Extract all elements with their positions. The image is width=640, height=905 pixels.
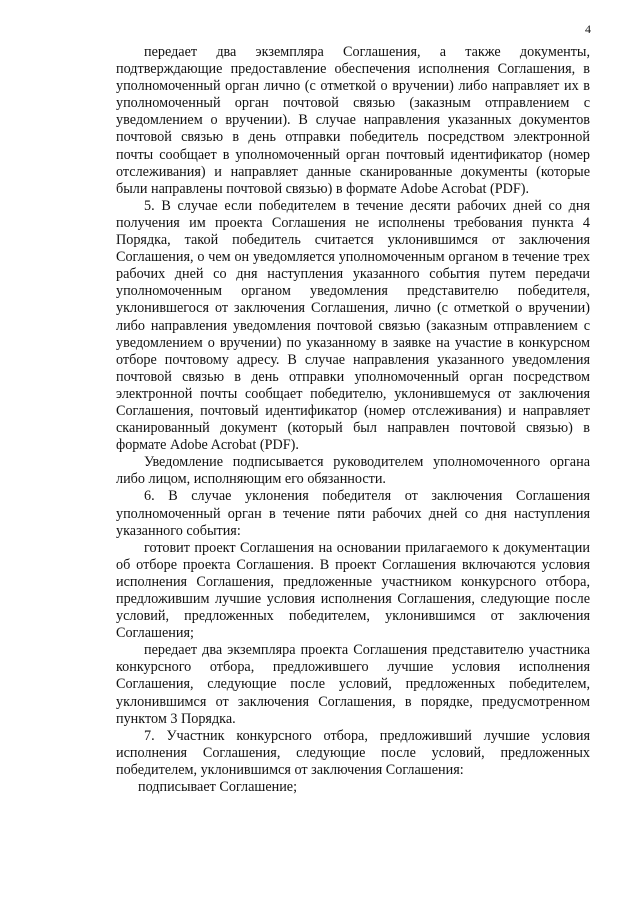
paragraph: Уведомление подписывается руководителем уполномоченного органа либо лицом, исполняющим его обязанности. xyxy=(116,454,590,488)
paragraph: 7. Участник конкурсного отбора, предложивший лучшие условия исполнения Соглашения, следующие после условий, предложенных победителем, уклонившимся от заключения Соглашения: xyxy=(116,727,590,778)
body-text xyxy=(116,44,590,796)
paragraph: передает два экземпляра проекта Соглашения представителю участника конкурсного отбора, предложившего лучшие условия исполнения Соглашения, следующие после условий, предложенных победителем, уклонившимся от заключения Соглашения, в порядке, предусмотренном пунктом 3 Порядка. xyxy=(116,642,590,727)
page-number: 4 xyxy=(585,22,591,36)
paragraph: готовит проект Соглашения на основании прилагаемого к документации об отборе проекта Соглашения. В проект Соглашения включаются условия исполнения Соглашения, предложенные участником конкурсного отбора, предложившим лучшие условия исполнения Соглашения, следующие после условий, предложенных победителем, уклонившимся от заключения Соглашения; xyxy=(116,539,590,642)
paragraph: подписывает Соглашение; xyxy=(138,779,298,796)
paragraph: передает два экземпляра Соглашения, а также документы, подтверждающие предоставление обеспечения исполнения Соглашения, в уполномоченный орган лично (с отметкой о вручении) либо направляет их в уполномоченный орган почтовой связью (заказным отправлением с уведомлением о вручении). В случае направления указанных документов почтовой связью в день отправки победитель посредством электронной почты сообщает в уполномоченный орган почтовый идентификатор (номер отслеживания) и направляет данные сканированные документы (которые были направлены почтовой связью) в формате Adobe Acrobat (PDF). xyxy=(116,44,590,197)
paragraph: 6. В случае уклонения победителя от заключения Соглашения уполномоченный орган в течение пяти рабочих дней со дня наступления указанного события: xyxy=(116,488,590,539)
paragraph: 5. В случае если победителем в течение десяти рабочих дней со дня получения им проекта Соглашения не исполнены требования пункта 4 Порядка, такой победитель считается уклонившимся от заключения Соглашения, о чем он уведомляется уполномоченным органом в течение трех рабочих дней со дня наступления указанного события путем передачи уполномоченным органом уведомления представителю победителя, уклонившегося от заключения Соглашения, лично (с отметкой о вручении) либо направления уведомления почтовой связью (заказным отправлением с уведомлением о вручении) по указанному в заявке на участие в конкурсном отборе почтовому адресу. В случае направления указанного уведомления почтовой связью в день отправки уполномоченный орган посредством электронной почты сообщает победителю, уклонившемуся от заключения Соглашения, почтовый идентификатор (номер отслеживания) и направляет сканированный документ (который был направлен почтовой связью) в формате Adobe Acrobat (PDF). xyxy=(116,197,590,454)
